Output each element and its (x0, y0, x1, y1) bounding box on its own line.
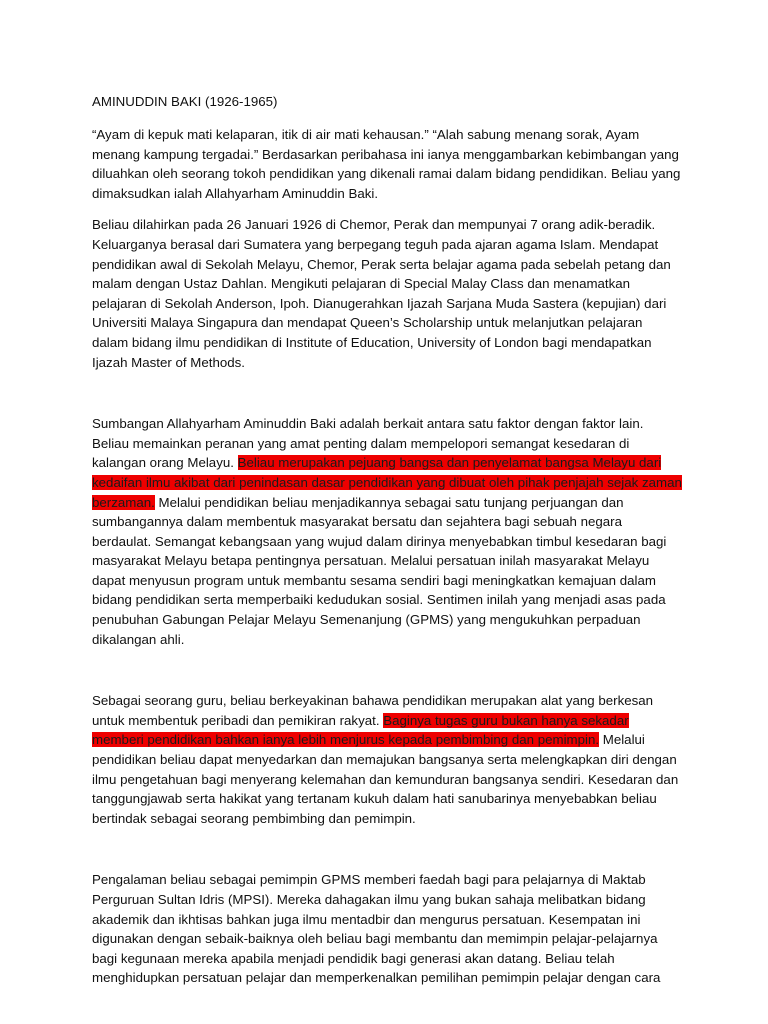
paragraph-text: Pengalaman beliau sebagai pemimpin GPMS memberi faedah bagi para pelajarnya di Maktab Perguruan Sultan Idris (MPSI). Mereka dahagakan ilmu yang bukan sahaja melibatkan bidang akademik dan ikhtisas bahkan juga ilmu mentadbir dan mengurus persatuan. Kesempatan ini digunakan dengan sebaik-baiknya oleh beliau bagi membantu dan memimpin pelajar-pelajarnya bagi kegunaan mereka apabila menjadi pendidik bagi generasi akan datang. Beliau telah menghidupkan persatuan pelajar dan memperkenalkan pemilihan pemimpin pelajar dengan cara (92, 872, 661, 986)
paragraph-biography (92, 215, 682, 372)
paragraph-experience (92, 870, 682, 988)
highlighted-text: Beliau merupakan pejuang bangsa dan penyelamat bangsa Melayu dari kedaifan ilmu akibat dari penindasan dasar pendidikan yang dibuat oleh pihak penjajah sejak zaman berzaman. (92, 455, 682, 510)
paragraph-text: Melalui pendidikan beliau dapat menyedarkan dan memajukan bangsanya serta melengkapkan diri dengan ilmu pengetahuan bagi menyerang kelemahan dan kemunduran bangsanya sendiri. Kesedaran dan tanggungjawab serta hakikat yang tertanam kukuh dalam hati sanubarinya menyebabkan beliau bertindak sebagai seorang pembimbing dan pemimpin. (92, 732, 679, 826)
paragraph-text: Beliau dilahirkan pada 26 Januari 1926 di Chemor, Perak dan mempunyai 7 orang adik-beradik. Keluarganya berasal dari Sumatera yang berpegang teguh pada ajaran agama Islam. Mendapat pendidikan awal di Sekolah Melayu, Chemor, Perak serta belajar agama pada sebelah petang dan malam dengan Ustaz Dahlan. Mengikuti pelajaran di Special Malay Class dan menamatkan pelajaran di Sekolah Anderson, Ipoh. Dianugerahkan Ijazah Sarjana Muda Sastera (kepujian) dari Universiti Malaya Singapura dan mendapat Queen’s Scholarship untuk melanjutkan pelajaran dalam bidang ilmu pendidikan di Institute of Education, University of London bagi mendapatkan Ijazah Master of Methods. (92, 217, 671, 370)
paragraph-text: “Ayam di kepuk mati kelaparan, itik di air mati kehausan.” “Alah sabung menang sorak, Ayam menang kampung tergadai.” Berdasarkan peribahasa ini ianya menggambarkan kebimbangan yang diluahkan oleh seorang tokoh pendidikan yang dikenali ramai dalam bidang pendidikan. Beliau yang dimaksudkan ialah Allahyarham Aminuddin Baki. (92, 127, 681, 201)
paragraph-gap (92, 649, 682, 691)
paragraph-gap (92, 828, 682, 870)
paragraph-text: Sumbangan Allahyarham Aminuddin Baki adalah berkait antara satu faktor dengan faktor lain. Beliau memainkan peranan yang amat penting dalam mempelopori semangat kesedaran di kalangan orang Melayu. (92, 416, 644, 471)
paragraph-gap (92, 372, 682, 414)
paragraph-gap (92, 203, 682, 215)
document-title: AMINUDDIN BAKI (1926-1965) (92, 94, 278, 109)
paragraph-text: Melalui pendidikan beliau menjadikannya sebagai satu tunjang perjuangan dan sumbangannya dalam membentuk masyarakat bersatu dan sejahtera bagi sebuah negara berdaulat. Semangat kebangsaan yang wujud dalam dirinya menyebabkan timbul kesedaran bagi masyarakat Melayu betapa pentingnya persatuan. Melalui persatuan inilah masyarakat Melayu dapat menyusun program untuk membantu sesama sendiri bagi meningkatkan kemajuan dalam bidang pendidikan serta memperbaiki kedudukan sosial. Sentimen inilah yang menjadi asas pada penubuhan Gabungan Pelajar Melayu Semenanjung (GPMS) yang mengukuhkan perpaduan dikalangan ahli. (92, 494, 667, 647)
paragraph-text: Sebagai seorang guru, beliau berkeyakinan bahawa pendidikan merupakan alat yang berkesan untuk membentuk peribadi dan pemikiran rakyat. (92, 693, 654, 728)
paragraph-teacher (92, 691, 682, 828)
paragraph-intro (92, 125, 682, 203)
paragraph-contribution (92, 414, 682, 649)
highlighted-text: Baginya tugas guru bukan hanya sekadar memberi pendidikan bahkan ianya lebih menjurus kepada pembimbing dan pemimpin. (92, 712, 629, 748)
